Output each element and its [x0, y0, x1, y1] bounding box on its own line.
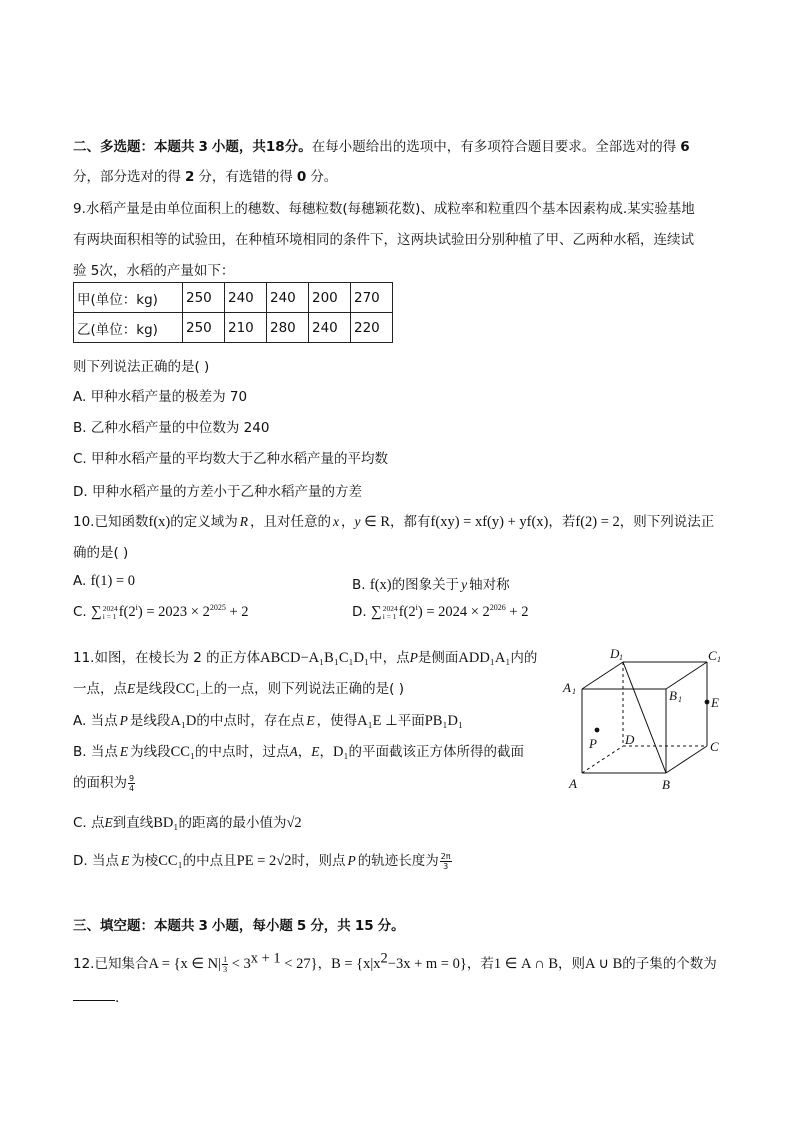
q10-option-d	[352, 604, 528, 621]
q9-option-d: D. 甲种水稻产量的方差小于乙种水稻产量的方差	[73, 484, 362, 500]
math: P	[119, 713, 128, 728]
text: 到直线	[112, 815, 154, 831]
total-points: 15	[354, 918, 374, 934]
text: A. 当点	[73, 713, 118, 729]
math: E	[306, 713, 315, 728]
text: 的图象关于	[391, 577, 460, 593]
label-b1: B	[669, 688, 677, 703]
table-cell: 240	[225, 283, 267, 313]
text: 是线段	[135, 681, 176, 697]
upper-limit: 2024	[102, 603, 118, 613]
q11-stem-line2	[73, 677, 404, 698]
table-cell: 250	[183, 313, 225, 343]
text: ，使得	[316, 713, 358, 729]
edge-b1-c1	[666, 662, 707, 689]
math: √2	[286, 815, 302, 831]
numerator: 2π	[440, 851, 451, 861]
math: < 27}	[280, 956, 318, 972]
instruction-text: 在每小题给出的选项中，有多项符合题目要求。全部选对的得	[311, 139, 677, 155]
math: f(x)	[369, 577, 392, 593]
math: CC₁	[175, 681, 201, 697]
segment-d1-b	[623, 662, 666, 773]
label: C.	[73, 604, 92, 620]
text: 的中点时，存在点	[196, 713, 305, 729]
table-cell: 240	[267, 283, 309, 313]
text: 的子集的个数为	[622, 956, 717, 972]
text: 为棱	[131, 853, 159, 869]
math: D₁	[333, 744, 349, 760]
denominator: 3	[443, 861, 449, 871]
fraction	[128, 774, 135, 793]
math: A ∪ B	[585, 956, 623, 972]
text: 的定义域为	[170, 514, 238, 530]
math: 1 ∈ A ∩ B	[493, 956, 559, 972]
denominator: 4	[129, 783, 135, 793]
label-d: D	[625, 732, 635, 747]
label-sub: 1	[619, 653, 623, 662]
q12-period: .	[115, 990, 120, 1006]
label-sub: 1	[572, 687, 576, 696]
label-p: P	[589, 736, 597, 751]
text: 的面积为	[73, 775, 127, 791]
q10-option-b	[352, 573, 510, 594]
lower-limit: i = 1	[102, 611, 117, 621]
text: 12.已知集合	[73, 956, 149, 972]
math: R	[239, 514, 248, 529]
math: f(2	[398, 604, 416, 620]
instruction-text: 分，部分选对的得	[73, 169, 181, 185]
sigma-icon: ∑	[91, 604, 102, 620]
section-title-cont: 小题，每小题	[211, 918, 293, 934]
q9-option-c: C. 甲种水稻产量的平均数大于乙种水稻产量的平均数	[73, 451, 389, 467]
text: 轴对称	[469, 577, 510, 593]
table-row	[74, 283, 393, 313]
label-d1: D	[610, 646, 620, 661]
table-cell: 240	[309, 313, 351, 343]
math: B = {x|x	[331, 956, 381, 972]
math: ∈ R	[360, 514, 391, 530]
label-c: C	[710, 739, 719, 754]
text: ，	[340, 514, 355, 530]
q9-stem-line1: 9.水稻产量是由单位面积上的穗数、每穗粒数(每穗颖花数)、成粒率和粒重四个基本因素构成.某实验基地	[73, 201, 695, 217]
math: −3x + m = 0}	[387, 956, 467, 972]
math: < 3	[228, 956, 251, 972]
label-c1: C	[708, 648, 717, 663]
text: 一点，点	[73, 681, 127, 697]
full-points: 6	[680, 139, 690, 155]
math: E	[120, 853, 130, 868]
text: C. 点	[73, 815, 105, 831]
text: 上的一点，则下列说法正确的是( )	[200, 681, 404, 697]
math: PB₁D₁	[424, 713, 464, 729]
math: f(xy) = xf(y) + yf(x)	[430, 514, 549, 530]
label-sub: 1	[678, 695, 682, 704]
q9-stem-line3: 验 5次，水稻的产量如下：	[73, 263, 235, 279]
math: f(2	[118, 604, 136, 620]
yield-table	[73, 282, 393, 343]
zero-points: 0	[296, 169, 307, 185]
section3-header	[73, 914, 405, 934]
q9-question: 则下列说法正确的是( )	[73, 359, 210, 375]
math: P	[347, 853, 356, 868]
math: = 2024 × 2	[422, 604, 490, 620]
text: 时，则点	[291, 853, 346, 869]
answer-blank[interactable]	[73, 1000, 115, 1001]
instruction-text: 分。	[310, 169, 338, 185]
math: CC₁	[158, 853, 183, 869]
math: y	[354, 514, 361, 529]
math: P	[409, 650, 418, 665]
point-e	[705, 700, 710, 705]
exponent: 2025	[209, 603, 226, 613]
question-count: 3	[198, 139, 208, 155]
question-count: 3	[198, 918, 208, 934]
math: )	[417, 604, 423, 620]
text: 的中点时，过点	[195, 744, 290, 760]
numerator: 1	[223, 954, 228, 964]
text: 是侧面	[417, 650, 459, 666]
text: 平面	[397, 713, 425, 729]
q10-stem-line1	[73, 510, 714, 531]
table-row	[74, 313, 393, 343]
math: f(2) = 2	[575, 514, 620, 530]
text: 中，点	[369, 650, 410, 666]
text: ，则	[558, 956, 586, 972]
table-cell: 270	[351, 283, 393, 313]
sigma-icon: ∑	[370, 604, 382, 620]
exponent: 2	[380, 950, 388, 967]
exponent: 2026	[489, 603, 506, 613]
edge-a1-d1	[582, 662, 623, 689]
q11-option-b-line2	[73, 771, 135, 793]
text: ，	[319, 744, 334, 760]
text: ，都有	[390, 514, 431, 530]
instruction-text: 分，有选错的得	[198, 169, 293, 185]
section-title-end: 分。	[284, 139, 312, 155]
numerator: 9	[129, 773, 135, 783]
math: E	[311, 744, 320, 759]
exponent: i	[415, 603, 418, 613]
text: 的平面截该正方体所得的截面	[348, 744, 525, 760]
q9-stem-line2: 有两块面积相等的试验田，在种植环境相同的条件下，这两块试验田分别种植了甲、乙两种水稻，连续试	[73, 232, 694, 248]
math: E	[104, 815, 113, 830]
table-cell: 250	[183, 283, 225, 313]
section-title-cont: 分，共	[310, 918, 351, 934]
text: 的中点且	[182, 853, 237, 869]
label-sub: 1	[717, 655, 721, 664]
text: ，	[317, 956, 332, 972]
section2-header-line2	[73, 165, 337, 185]
section2-header-line1	[73, 135, 690, 155]
math: x	[332, 514, 339, 529]
table-cell: 280	[267, 313, 309, 343]
text: D. 当点	[73, 853, 119, 869]
upper-limit: 2024	[382, 603, 398, 613]
q10-stem-line2: 确的是( )	[73, 545, 129, 561]
math: A = {x ∈ N|	[148, 956, 222, 972]
q9-option-b: B. 乙种水稻产量的中位数为 240	[73, 420, 270, 436]
text: ，且对任意的	[249, 514, 331, 530]
q11-option-d	[73, 849, 452, 871]
fraction	[440, 852, 452, 871]
exponent: x + 1	[250, 950, 281, 967]
lower-limit: i = 1	[382, 611, 397, 621]
partial-points: 2	[185, 169, 195, 185]
label-e: E	[711, 695, 719, 710]
exponent: i	[135, 603, 138, 613]
math: ABCD−A₁B₁C₁D₁	[260, 650, 370, 666]
text: 11.如图，在棱长为 2 的正方体	[73, 650, 261, 666]
math: PE = 2√2	[236, 853, 292, 869]
table-cell: 甲(单位：kg)	[74, 283, 183, 313]
math: CC₁	[170, 744, 196, 760]
q9-option-a: A. 甲种水稻产量的极差为 70	[73, 389, 248, 405]
point-p	[595, 728, 600, 733]
q10-option-a	[73, 573, 135, 590]
label-a: A	[569, 776, 577, 791]
denominator: 3	[223, 964, 228, 974]
q12-stem	[73, 952, 717, 974]
cube-figure	[560, 643, 730, 798]
math: A₁D	[170, 713, 197, 729]
section-title-end: 分。	[377, 918, 405, 934]
math: ADD₁A₁	[458, 650, 511, 666]
label: A.	[73, 573, 91, 589]
math: BD₁	[153, 815, 179, 831]
text: ，若	[466, 956, 494, 972]
section-title-cont: 小题，共	[211, 139, 266, 155]
text: B. 当点	[73, 744, 118, 760]
math: y	[461, 577, 468, 592]
points-each: 5	[296, 918, 307, 934]
text: 的距离的最小值为	[178, 815, 287, 831]
q11-option-b-line1	[73, 740, 524, 761]
math: E	[127, 681, 136, 696]
text: ，	[297, 744, 312, 760]
edge-b-c	[666, 746, 707, 773]
math: + 2	[225, 604, 249, 620]
table-cell: 210	[225, 313, 267, 343]
text: 是线段	[129, 713, 171, 729]
text: 10.已知函数	[73, 514, 149, 530]
text: 的轨迹长度为	[357, 853, 439, 869]
math: + 2	[505, 604, 529, 620]
math: = 2023 × 2	[142, 604, 210, 620]
q11-option-a	[73, 709, 463, 730]
q11-option-c	[73, 811, 302, 832]
math: A₁E ⊥	[357, 713, 398, 729]
sum-limits	[383, 605, 398, 621]
text: 为线段	[130, 744, 171, 760]
math: f(1) = 0	[90, 573, 136, 589]
section-title: 三、填空题：本题共	[73, 918, 195, 934]
label: B.	[352, 577, 370, 593]
math: A	[289, 744, 298, 759]
label-b: B	[662, 777, 670, 792]
text: ，若	[548, 514, 576, 530]
q10-option-c	[73, 604, 249, 621]
table-cell: 200	[309, 283, 351, 313]
math: )	[137, 604, 143, 620]
section-title: 二、多选题：本题共	[73, 139, 195, 155]
text: ，则下列说法正	[619, 514, 715, 530]
text: 内的	[510, 650, 538, 666]
table-cell: 乙(单位：kg)	[74, 313, 183, 343]
math: f(x)	[148, 514, 171, 530]
label-a1: A	[563, 680, 571, 695]
label: D.	[352, 604, 371, 620]
total-points: 18	[265, 139, 285, 155]
math: E	[119, 744, 129, 759]
sum-limits	[103, 605, 118, 621]
table-cell: 220	[351, 313, 393, 343]
q11-stem-line1	[73, 646, 537, 667]
